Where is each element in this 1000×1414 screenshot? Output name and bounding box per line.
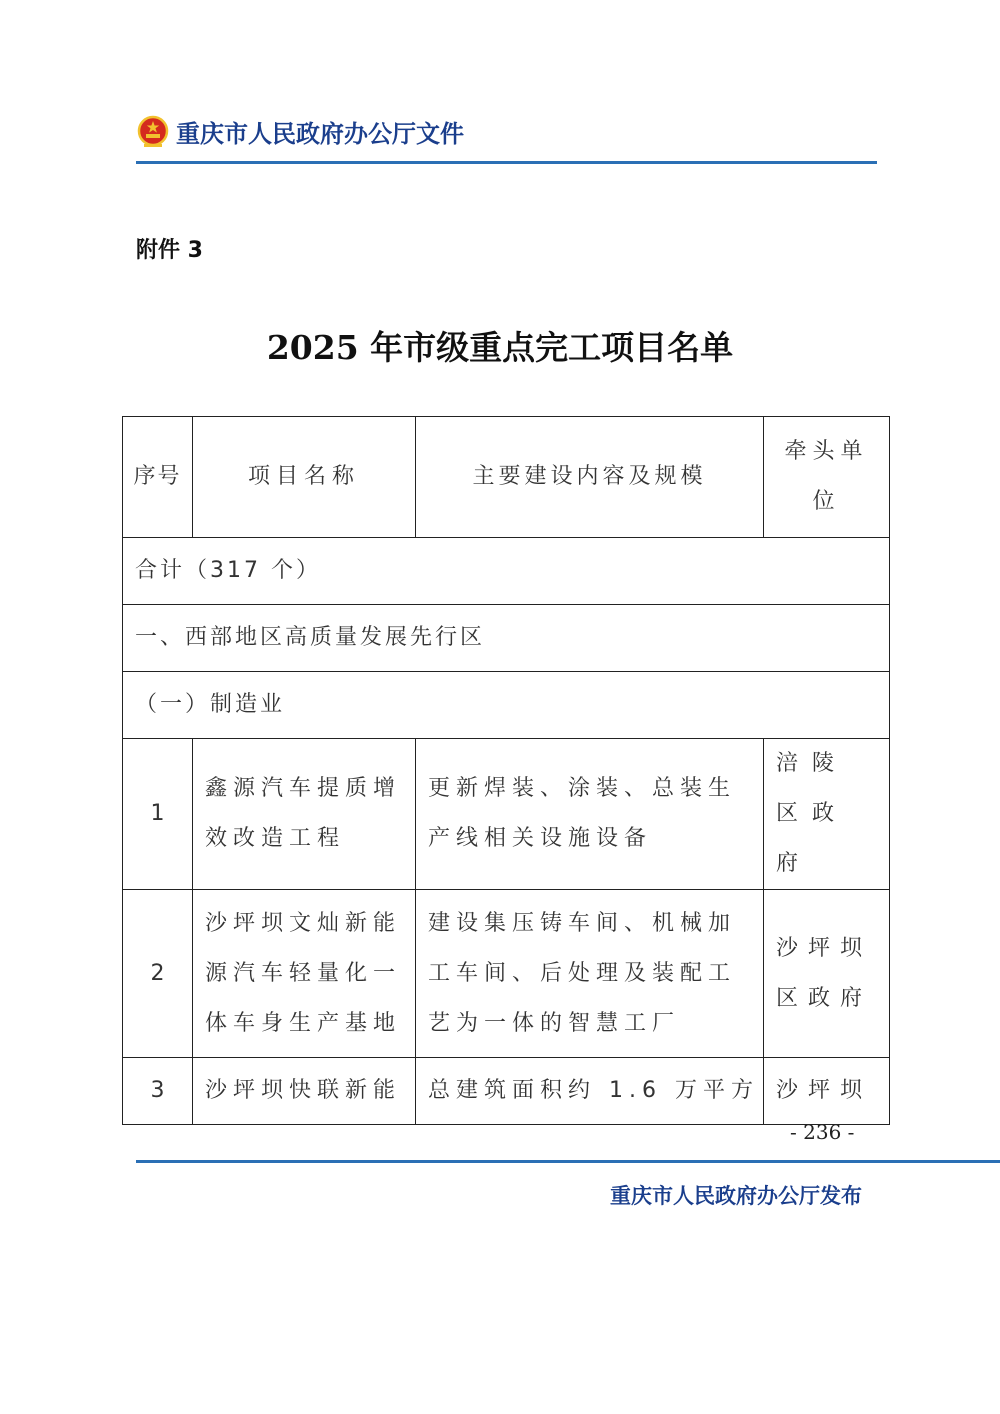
section-row [123,605,890,672]
document-title: 2025 年市级重点完工项目名单 [266,328,734,367]
row-number: 1 [123,739,193,890]
table-row [123,890,890,1058]
total-row [123,538,890,605]
column-header-no: 序号 [123,417,193,538]
construction-content: 建设集压铸车间、机械加工车间、后处理及装配工艺为一体的智慧工厂 [416,890,764,1058]
document-header [136,114,464,149]
attachment-label: 附件 3 [136,238,203,263]
row-number: 2 [123,890,193,1058]
project-name: 沙坪坝快联新能 [193,1058,416,1125]
project-name: 沙坪坝文灿新能源汽车轻量化一体车身生产基地 [193,890,416,1058]
column-header-name: 项目名称 [193,417,416,538]
lead-unit: 涪陵区政府 [764,739,890,890]
construction-content: 更新焊装、涂装、总装生产线相关设施设备 [416,739,764,890]
column-header-content: 主要建设内容及规模 [416,417,764,538]
table-row [123,739,890,890]
section-heading: 一、西部地区高质量发展先行区 [123,605,890,672]
project-name: 鑫源汽车提质增效改造工程 [193,739,416,890]
table-row [123,1058,890,1125]
header-title: 重庆市人民政府办公厅文件 [176,120,464,148]
column-header-lead: 牵头单位 [764,417,890,538]
construction-content: 总建筑面积约 1.6 万平方 [416,1058,764,1125]
subsection-heading: （一）制造业 [123,672,890,739]
project-table [122,416,890,1125]
row-number: 3 [123,1058,193,1125]
table-header-row [123,417,890,538]
header-rule [136,161,877,164]
lead-unit: 沙坪坝区政府 [764,890,890,1058]
national-emblem-icon [136,115,170,149]
footer-rule [136,1160,1000,1163]
footer-publisher: 重庆市人民政府办公厅发布 [610,1184,862,1208]
lead-unit: 沙坪坝 [764,1058,890,1125]
subsection-row [123,672,890,739]
total-count: 合计（317 个） [123,538,890,605]
page-number: - 236 - [790,1120,855,1144]
